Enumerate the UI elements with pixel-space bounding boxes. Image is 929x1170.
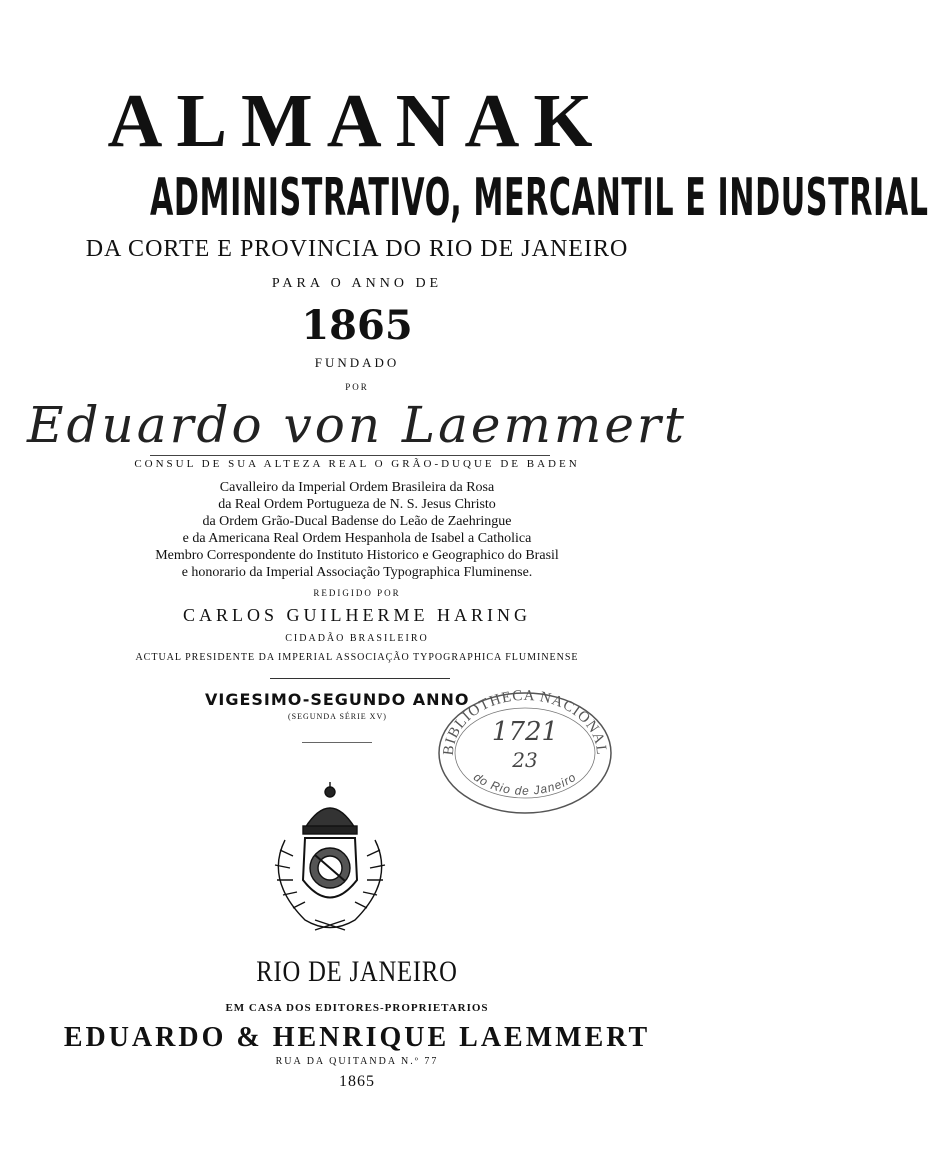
- edition-label: VIGESIMO-SEGUNDO ANNO: [205, 690, 470, 709]
- consul-line: CONSUL DE SUA ALTEZA REAL O GRÃO-DUQUE DE BADEN: [134, 458, 580, 470]
- almanak-title: ALMANAK: [107, 79, 607, 163]
- region-line: DA CORTE E PROVINCIA DO RIO DE JANEIRO: [85, 236, 629, 262]
- honor-line: e honorario da Imperial Associação Typographica Fluminense.: [181, 565, 533, 580]
- stamp-bottom-text: do Rio de Janeiro: [470, 769, 580, 798]
- series-label: (SEGUNDA SÉRIE XV): [288, 712, 387, 721]
- honor-line: Cavalleiro da Imperial Ordem Brasileira da Rosa: [219, 480, 495, 495]
- divider-rule: [302, 742, 372, 743]
- library-stamp: [435, 685, 615, 820]
- em-casa-line: EM CASA DOS EDITORES-PROPRIETARIOS: [225, 1002, 489, 1014]
- stamp-top-text: BIBLIOTHECA NACIONAL: [440, 687, 610, 757]
- honor-line: da Ordem Grão-Ducal Badense do Leão de Zaehringue: [202, 514, 512, 529]
- divider-rule: [270, 678, 450, 679]
- year-heading: 1865: [301, 302, 413, 349]
- honor-line: e da Americana Real Ordem Hespanhola de Isabel a Catholica: [182, 531, 532, 546]
- editor-name: CARLOS GUILHERME HARING: [183, 605, 531, 625]
- imperial-coat-of-arms-icon: [245, 780, 415, 945]
- svg-text:do Rio de Janeiro: [471, 770, 579, 798]
- stamp-number: 23: [512, 748, 538, 772]
- honor-line: da Real Ordem Portugueza de N. S. Jesus Christo: [218, 497, 496, 512]
- fundado-label: FUNDADO: [314, 355, 400, 370]
- redigido-label: REDIGIDO POR: [313, 588, 401, 598]
- signature-flourish: [150, 455, 550, 456]
- subtitle: ADMINISTRATIVO, MERCANTIL E INDUSTRIAL: [149, 168, 929, 228]
- honor-line: Membro Correspondente do Instituto Historico e Geographico do Brasil: [155, 548, 559, 563]
- por-label: POR: [345, 382, 369, 392]
- publishers-name: EDUARDO & HENRIQUE LAEMMERT: [63, 1022, 651, 1053]
- address-line: RUA DA QUITANDA N.º 77: [275, 1056, 439, 1067]
- cidadao-label: CIDADÃO BRASILEIRO: [285, 633, 429, 644]
- president-line: ACTUAL PRESIDENTE DA IMPERIAL ASSOCIAÇÃO TYPOGRAPHICA FLUMINENSE: [135, 652, 579, 663]
- footer-year: 1865: [339, 1073, 375, 1090]
- para-o-anno-line: PARA O ANNO DE: [271, 276, 443, 291]
- founder-signature: Eduardo von Laemmert: [27, 396, 687, 454]
- stamp-number: 1721: [491, 717, 559, 747]
- city-name: RIO DE JANEIRO: [256, 955, 458, 988]
